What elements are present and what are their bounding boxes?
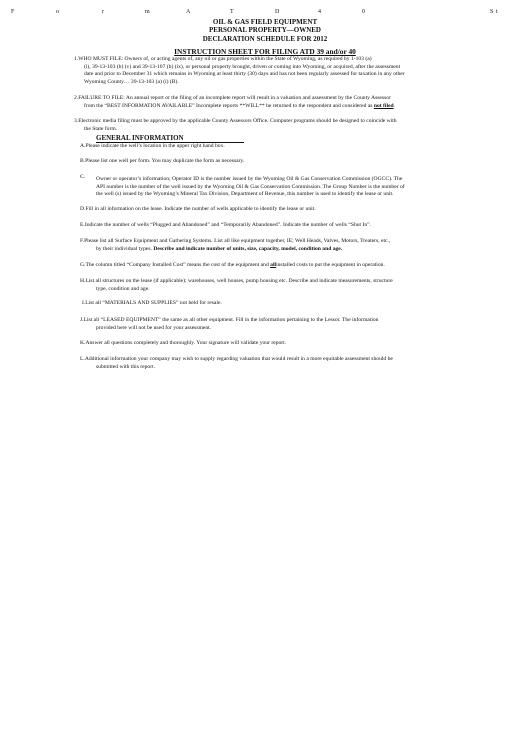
item-label: E. [80, 222, 85, 228]
item-1-line: Wyoming County… 39-13-103 (a) (i) (B). [84, 78, 179, 85]
general-item-h-line: type, condition and age. [96, 285, 150, 292]
general-item-c-line: the well (s) issued by the Wyoming’s Mineral Tax Division, Department of Revenue, this number is used to identify the lease or unit. [96, 191, 394, 197]
item-2-line: FAILURE TO FILE: An annual report or the filing of an incomplete report will result in a valuation and assessment by the County Assessor [78, 95, 391, 101]
general-item-e [80, 222, 371, 229]
general-item-k [80, 340, 286, 347]
item-label: H. [80, 278, 86, 284]
form-header-char: F [11, 9, 15, 15]
item-text: Please indicate the well’s location in the upper right hand box. [85, 143, 225, 149]
form-header-char: S [490, 9, 494, 15]
all-emphasis: all [270, 262, 277, 268]
not-filed-emphasis: not filed [373, 102, 394, 109]
item-text: Answer all questions completely and thoroughly. Your signature will validate your report. [85, 340, 287, 346]
item-2-text: from the “BEST INFORMATION AVAILABLE” Incomplete reports **WILL** be returned to the respondent and considered as [84, 102, 374, 109]
item-text: Indicate the number of wells “Plugged and Abandoned” and “Temporarily Abandoned”. Indicate the number of wells “Shut In”. [84, 222, 372, 228]
form-header-char: A [186, 9, 191, 15]
instruction-title: INSTRUCTION SHEET FOR FILING ATD 39 and/or 40 [174, 47, 356, 56]
item-label: B. [80, 158, 86, 164]
item-3-label: 3. [74, 118, 79, 124]
item-text: List all “LEASED EQUIPMENT” the same as all other equipment. Fill in the information pertaining to the Lessor. The information [83, 317, 379, 323]
item-label: A. [80, 143, 86, 149]
item-label: F. [80, 238, 85, 244]
general-item-d [80, 206, 316, 213]
item-text: List all structures on the lease (if applicable); warehouses, well houses, pump housing etc. Describe and indicate measurements, structure [85, 278, 393, 284]
general-information-title: GENERAL INFORMATION [96, 134, 244, 143]
general-item-i [82, 300, 222, 307]
item-2-label: 2. [74, 95, 79, 101]
item-3-line: the State form. [84, 125, 118, 132]
general-item-c-line: API number is the number of the well issued by the Wyoming Oil & Gas Conservation Commission. The Group Number is the number of [96, 183, 405, 190]
item-label: K. [80, 340, 86, 346]
general-item-c-label: C. [80, 174, 86, 180]
general-item-l [80, 356, 393, 363]
item-label: I. [82, 300, 86, 306]
form-header-char: D [275, 9, 280, 15]
item-2 [74, 95, 391, 102]
item-1 [74, 56, 372, 63]
general-item-b [80, 158, 244, 165]
header-line-1: OIL & GAS FIELD EQUIPMENT [212, 18, 318, 26]
general-item-f [80, 238, 390, 245]
general-item-h [80, 278, 393, 285]
item-text: Fill in all information on the lease. Indicate the number of wells applicable to identify the lease or unit. [85, 206, 316, 212]
form-header-char: r [102, 9, 104, 15]
item-label: G. [80, 262, 86, 268]
item-label: D. [80, 206, 86, 212]
item-text: by their individual types. [96, 245, 154, 252]
item-text: installed costs to put the equipment in operation. [276, 262, 385, 268]
general-item-j [80, 317, 378, 324]
item-1-line: date and prior to December 31 which remains in Wyoming at least thirty (30) days and has not been regularly assessed for taxation in any other [84, 71, 405, 77]
general-item-a [80, 143, 225, 150]
form-header-char: 0 [362, 9, 365, 15]
form-header-char: m [145, 9, 150, 15]
item-text: Please list one well per form. You may duplicate the form as necessary. [85, 158, 245, 164]
header-line-3: DECLARATION SCHEDULE FOR 2012 [202, 34, 328, 43]
header-line-2: PERSONAL PROPERTY—OWNED [209, 26, 321, 35]
item-1-line: WHO MUST FILE: Owners of, or acting agents of, any oil or gas properties within the State of Wyoming, as required by 1-103 (a) [78, 56, 372, 62]
general-item-f-line [96, 246, 342, 253]
item-label: L. [80, 356, 85, 362]
item-label: J. [80, 317, 84, 323]
form-header-char: t [496, 9, 498, 15]
item-3 [74, 118, 397, 125]
document-header [0, 18, 530, 43]
general-item-l-line: submitted with this report. [96, 363, 156, 370]
item-text: List all “MATERIALS AND SUPPLIES” not held for resale. [85, 300, 222, 306]
item-1-label: 1. [74, 56, 79, 62]
item-text: The column titled “Company Installed Cost” means the cost of the equipment and [85, 262, 271, 268]
general-item-g [80, 262, 385, 269]
item-1-line: (i), 39-13-103 (b) (v) and 39-13-107 (b) (ix), or personal property brought, driven or coming into Wyoming, or acquired, after the assessment [84, 63, 401, 70]
form-header-char: 4 [318, 9, 321, 15]
form-header-char: T [230, 9, 234, 15]
item-3-line: Electronic media filing must be approved by the applicable County Assessors Office. Computer programs should be designed to coincide with [78, 118, 397, 124]
general-item-c-line: Owner or operator’s information; Operator ID is the number issued by the Wyoming Oil & Gas Conservation Commission (OGCC). The [96, 176, 403, 182]
general-item-j-line: provided here will not be used for your assessment. [96, 324, 212, 331]
form-header-char: o [56, 9, 59, 15]
item-2-text: . [393, 102, 396, 109]
item-text: Please list all Surface Equipment and Gathering Systems. List all like equipment together, IE; Well Heads, Valves, Motors, Treaters, etc., [84, 238, 391, 244]
item-2-line [84, 103, 395, 110]
describe-emphasis: Describe and indicate number of units, size, capacity, model, condition and age. [153, 245, 343, 252]
item-text: Additional information your company may wish to supply regarding valuation that would result in a more equitable assessment should be [84, 356, 393, 362]
